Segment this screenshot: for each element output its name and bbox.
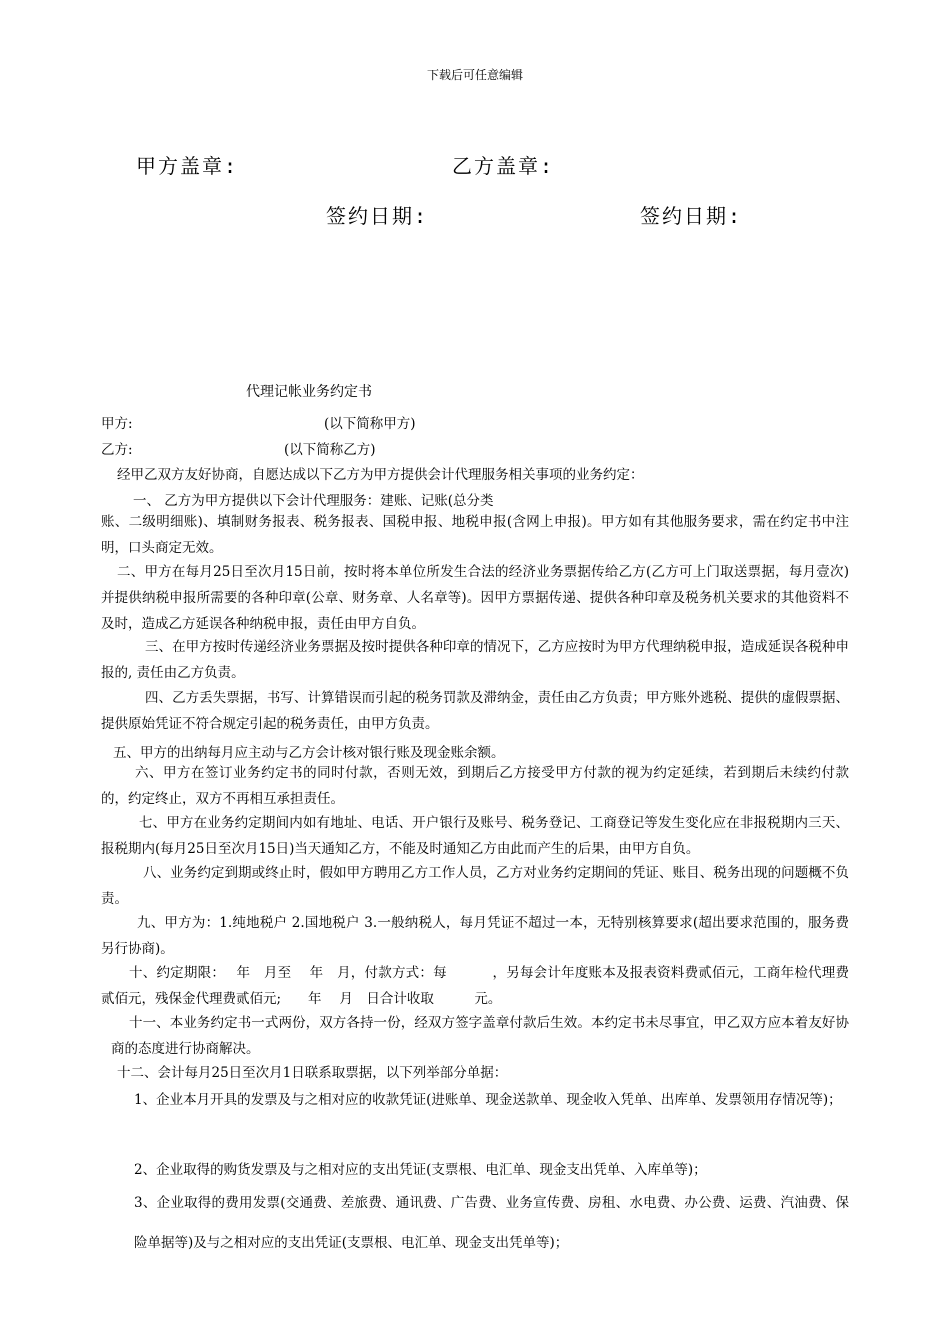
clause-4: 四、乙方丢失票据，书写、计算错误而引起的税务罚款及滞纳金，责任由乙方负责；甲方账外逃税、提供的虚假票据、提供原始凭证不符合规定引起的税务责任，由甲方负责。 <box>101 690 849 732</box>
clause-10: 十、约定期限： 年 月至 年 月，付款方式：每 ，另每会计年度账本及报表资料费贰佰元，工商年检代理费贰佰元，残保金代理费贰佰元; 年 月 日合计收取 元。 <box>101 965 849 1007</box>
clause-3: 三、在甲方按时传递经济业务票据及按时提供各种印章的情况下，乙方应按时为甲方代理纳税申报，造成延误各税种申报的, 责任由乙方负责。 <box>101 639 849 681</box>
party-a-note: (以下简称甲方) <box>324 416 416 432</box>
document-title: 代理记帐业务约定书 <box>246 384 372 400</box>
party-a-label: 甲方: <box>101 416 133 432</box>
clause-12: 十二、会计每月25日至次月1日联系取票据，以下列举部分单据： <box>117 1065 508 1081</box>
party-b-label: 乙方: <box>101 442 133 458</box>
clause-1-head: 一、 乙方为甲方提供以下会计代理服务：建账、记账(总分类 <box>133 493 494 509</box>
sign-date-b-label: 签约日期: <box>640 204 743 228</box>
list-item-1: 1、企业本月开具的发票及与之相对应的收款凭证(进账单、现金送款单、现金收入凭单、出库单、发票领用存情况等)； <box>134 1092 842 1108</box>
clause-5: 五、甲方的出纳每月应主动与乙方会计核对银行账及现金账余额。 <box>113 745 505 761</box>
list-item-2: 2、企业取得的购货发票及与之相对应的支出凭证(支票根、电汇单、现金支出凭单、入库单等)； <box>134 1162 707 1178</box>
party-b-seal-label: 乙方盖章: <box>452 154 555 178</box>
party-a-seal-label: 甲方盖章: <box>136 154 239 178</box>
clause-6: 六、甲方在签订业务约定书的同时付款，否则无效，到期后乙方接受甲方付款的视为约定延续，若到期后未续约付款的，约定终止，双方不再相互承担责任。 <box>101 765 849 807</box>
download-note: 下载后可任意编辑 <box>426 68 523 82</box>
clause-2: 二、甲方在每月25日至次月15日前，按时将本单位所发生合法的经济业务票据传给乙方(乙方可上门取送票据，每月壹次)并提供纳税申报所需要的各种印章(公章、财务章、人名章等)。因甲方票据传递、提供各种印章及税务机关要求的其他资料不及时，造成乙方延误各种纳税申报，责任由甲方自负。 <box>101 564 849 632</box>
clause-7: 七、甲方在业务约定期间内如有地址、电话、开户银行及账号、税务登记、工商登记等发生变化应在非报税期内三天、报税期内(每月25日至次月15日)当天通知乙方，不能及时通知乙方由此而产生的后果，由甲方自负。 <box>101 815 849 857</box>
list-item-3: 3、企业取得的费用发票(交通费、差旅费、通讯费、广告费、业务宣传费、房租、水电费、办公费、运费、汽油费、保险单据等)及与之相对应的支出凭证(支票根、电汇单、现金支出凭单等)； <box>134 1195 849 1251</box>
clause-9: 九、甲方为：1.纯地税户 2.国地税户 3.一般纳税人，每月凭证不超过一本，无特别核算要求(超出要求范围的，服务费另行协商)。 <box>101 915 849 957</box>
clause-8: 八、业务约定到期或终止时，假如甲方聘用乙方工作人员，乙方对业务约定期间的凭证、账目、税务出现的问题概不负责。 <box>101 865 849 907</box>
clause-1-body: 账、二级明细账)、填制财务报表、税务报表、国税申报、地税申报(含网上申报)。甲方如有其他服务要求，需在约定书中注明，口头商定无效。 <box>101 514 849 556</box>
party-b-note: (以下简称乙方) <box>284 442 376 458</box>
clause-11: 十一、本业务约定书一式两份，双方各持一份，经双方签字盖章付款后生效。本约定书未尽事宜，甲乙双方应本着友好协商的态度进行协商解决。 <box>111 1015 849 1057</box>
sign-date-a-label: 签约日期: <box>326 204 429 228</box>
intro-paragraph: 经甲乙双方友好协商，自愿达成以下乙方为甲方提供会计代理服务相关事项的业务约定： <box>117 467 644 483</box>
